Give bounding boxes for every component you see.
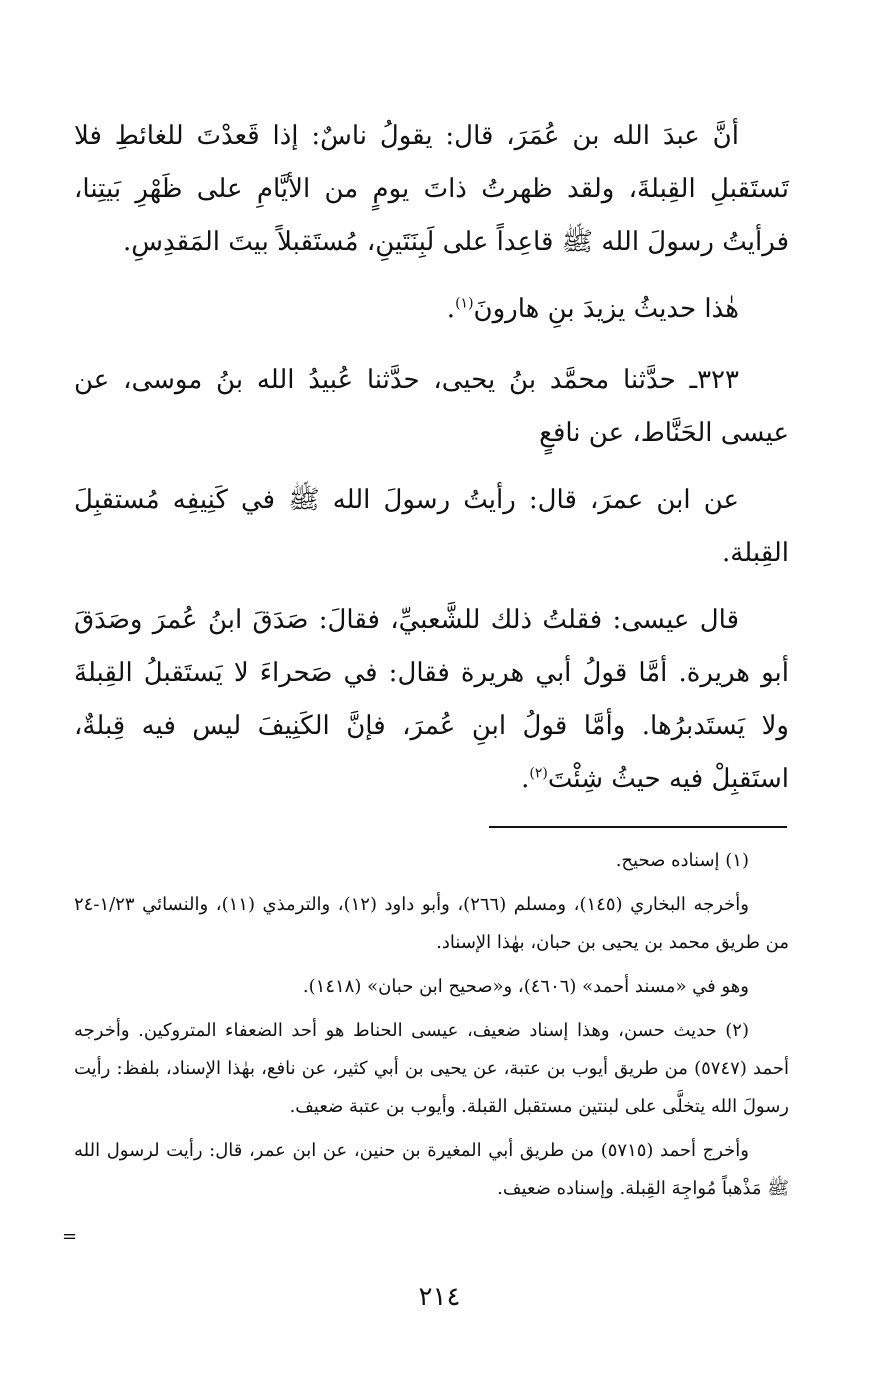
page-number: ٢١٤ <box>418 1282 461 1312</box>
commentary-text: قال عيسى: فقلتُ ذلك للشَّعبيِّ، فقالَ: صَدَقَ ابنُ عُمرَ وصَدَقَ أبو هريرة. أمَّا قولُ أبي هريرة فقال: في صَحراءَ لا يَستَقبلُ القِبلةَ ولا يَستَدبرُها. وأمَّا قولُ ابنِ عُمرَ، فإنَّ الكَنِيفَ ليس فيه قِبلةٌ، استَقبِلْ فيه حيثُ شِئْتَ <box>74 605 789 794</box>
source-note-end: . <box>446 294 456 324</box>
commentary-paragraph <box>74 594 789 806</box>
footnote-1: (١) إسناده صحيح. <box>615 850 749 871</box>
footnote-ref-2[interactable]: (٢) <box>529 765 548 782</box>
commentary-end: . <box>521 764 530 794</box>
footnote-1-references: وهو في «مسند أحمد» (٤٦٠٦)، و«صحيح ابن حبان» (١٤١٨). <box>302 976 749 997</box>
source-note-paragraph <box>74 283 789 336</box>
source-note-text: هٰذا حديثُ يزيدَ بنِ هارونَ <box>473 294 739 324</box>
footnote-2: (٢) حديث حسن، وهذا إسناد ضعيف، عيسى الحناط هو أحد الضعفاء المتروكين. وأخرجه أحمد (٥٧٤٧) من طريق أيوب بن عتبة، عن يحيى بن أبي كثير، عن نافع، بهٰذا الإسناد، بلفظ: رأيت رسولَ الله يتخلَّى على لبنتين مستقبل القبلة. وأيوب بن عتبة ضعيف. <box>74 1020 789 1117</box>
footnotes <box>74 842 789 1214</box>
footnote-2-extra: وأخرج أحمد (٥٧١٥) من طريق أبي المغيرة بن حنين، عن ابن عمر، قال: رأيت لرسول الله ﷺ مَذْهباً مُواجِهَ القِبلة. وإسناده ضعيف. <box>74 1140 789 1199</box>
footnote-ref-1[interactable]: (١) <box>455 295 474 312</box>
main-text <box>74 110 789 820</box>
hadith-323-matn: عن ابن عمرَ، قال: رأيتُ رسولَ الله ﷺ في كَنِيفِه مُستقبِلَ القِبلة. <box>74 485 789 568</box>
footnote-1-takhrij: وأخرجه البخاري (١٤٥)، ومسلم (٢٦٦)، وأبو داود (١٢)، والترمذي (١١)، والنسائي ١/٢٣-٢٤ من طريق محمد بن يحيى بن حبان، بهٰذا الإسناد. <box>74 894 789 953</box>
footnote-separator <box>489 826 787 828</box>
continuation-mark: = <box>62 1226 78 1247</box>
hadith-continuation-paragraph: أنَّ عبدَ الله بن عُمَرَ، قال: يقولُ ناسٌ: إذا قَعدْتَ للغائطِ فلا تَستَقبلِ القِبلةَ، ولقد ظهرتُ ذاتَ يومٍ من الأيَّامِ على ظَهْرِ بَيتِنا، فرأيتُ رسولَ الله ﷺ قاعِداً على لَبِنَتَينِ، مُستَقبلاً بيتَ المَقدِسِ. <box>74 121 789 257</box>
hadith-323-isnad: ٣٢٣ـ حدَّثنا محمَّد بنُ يحيى، حدَّثنا عُبيدُ الله بنُ موسى، عن عيسى الحَنَّاط، عن نافعٍ <box>74 365 789 448</box>
